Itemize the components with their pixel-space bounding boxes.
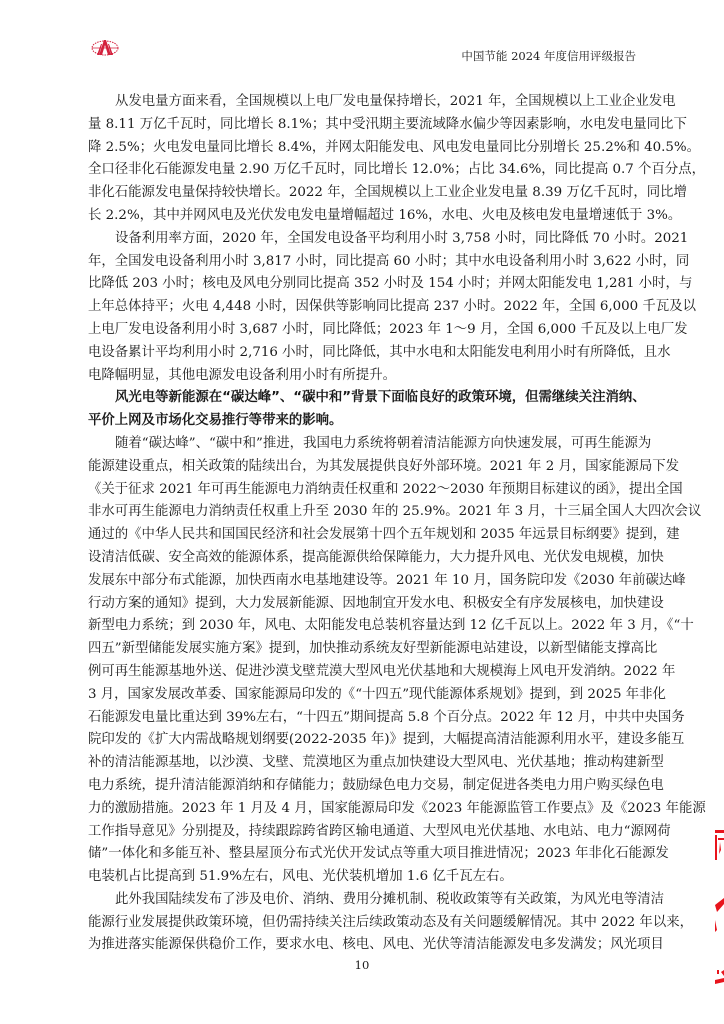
text-line: 力的激励措施。2023 年 1 月及 4 月，国家能源局印发《2023 年能源监管工作要点》及《2023 年能源 [88, 800, 706, 816]
seal-stamp-fragment [705, 820, 724, 990]
text-line: 电装机占比提高到 51.9%左右，风电、光伏装机增加 1.6 亿千瓦左右。 [88, 869, 513, 885]
text-line: 随着“碳达峰”、“碳中和”推进，我国电力系统将朝着清洁能源方向快速发展，可再生能源为 [115, 435, 652, 451]
text-line: 石能源发电量比重达到 39%左右，“十四五”期间提高 5.8 个百分点。2022 年 12 月，中共中央国务 [88, 709, 685, 725]
paragraph [88, 889, 693, 957]
text-line: 《关于征求 2021 年可再生能源电力消纳责任权重和 2022～2030 年预期目标建议的函》，提出全国 [88, 481, 683, 497]
text-line: 比降低 203 小时；核电及风电分别同比提高 352 小时及 154 小时；并网太阳能发电 1,281 小时，与 [88, 276, 693, 292]
text-line: 能源行业发展提供政策环境，但仍需持续关注后续政策动态及有关问题缓解情况。其中 2022 年以来， [88, 914, 693, 930]
section-heading [88, 387, 646, 433]
text-line: 平价上网及市场化交易推行等带来的影响。 [88, 413, 343, 429]
header-title: 中国节能 2024 年度信用评级报告 [461, 49, 636, 63]
company-logo [90, 37, 120, 57]
text-line: 新型电力系统；到 2030 年，风电、太阳能发电总装机容量达到 12 亿千瓦以上。2022 年 3 月，《“十 [88, 618, 694, 634]
text-line: 此外我国陆续发布了涉及电价、消纳、费用分摊机制、税收政策等有关政策，为风光电等清洁 [115, 891, 665, 907]
text-line: 电设备累计平均利用小时 2,716 小时，同比降低，其中水电和太阳能发电利用小时有所降低，且水 [88, 344, 671, 360]
text-line: 工作指导意见》分别提及，持续跟踪跨省跨区输电通道、大型风电光伏基地、水电站、电力“源网荷 [88, 823, 671, 839]
text-line: 行动方案的通知》提到，大力发展新能源、因地制宜开发水电、积极安全有序发展核电，加快建设 [88, 595, 664, 611]
text-line: 量 8.11 万亿千瓦时，同比增长 8.1%；其中受汛期主要流域降水偏少等因素影响，水电发电量同比下 [88, 116, 687, 132]
text-line: 电降幅明显，其他电源发电设备利用小时有所提升。 [88, 367, 396, 383]
text-line: 四五”新型储能发展实施方案》提到，加快推动系统友好型新能源电站建设，以新型储能支撑高比 [88, 641, 658, 657]
text-line: 补的清洁能源基地，以沙漠、戈壁、荒漠地区为重点加快建设大型风电、光伏基地；推动构建新型 [88, 755, 664, 771]
document-body [88, 91, 706, 957]
text-line: 非化石能源发电量保持较快增长。2022 年，全国规模以上工业企业发电量 8.39 万亿千瓦时，同比增 [88, 185, 687, 201]
text-line: 设清洁低碳、安全高效的能源体系，提高能源供给保障能力，大力提升风电、光伏发电规模，加快 [88, 549, 664, 565]
text-line: 3 月，国家发展改革委、国家能源局印发的《“十四五”现代能源体系规划》提到，到 2025 年非化 [88, 686, 666, 702]
paragraph [88, 433, 706, 889]
text-line: 能源建设重点，相关政策的陆续出台，为其发展提供良好外部环境。2021 年 2 月，国家能源局下发 [88, 458, 679, 474]
text-line: 院印发的《扩大内需战略规划纲要(2022-2035 年)》提到，大幅提高清洁能源利用水平，建设多能互 [88, 732, 685, 748]
paragraph [88, 228, 696, 388]
text-line: 长 2.2%，其中并网风电及光伏发电发电量增幅超过 16%，水电、火电及核电发电量增速低于 3%。 [88, 207, 682, 223]
page-number: 10 [354, 958, 370, 972]
text-line: 通过的《中华人民共和国国民经济和社会发展第十四个五年规划和 2035 年远景目标纲要》提到，建 [88, 527, 680, 543]
text-line: 风光电等新能源在“碳达峰”、“碳中和”背景下面临良好的政策环境，但需继续关注消纳、 [115, 390, 646, 406]
text-line: 降 2.5%；火电发电量同比增长 8.4%，并网太阳能发电、风电发电量同比分别增长 25.2%和 40.5%。 [88, 139, 701, 155]
text-line: 发展东中部分布式能源，加快西南水电基地建设等。2021 年 10 月，国务院印发《2030 年前碳达峰 [88, 572, 686, 588]
text-line: 为推进落实能源保供稳价工作，要求水电、核电、风电、光伏等清洁能源发电多发满发；风光项目 [88, 937, 664, 953]
text-line: 电力系统，提升清洁能源消纳和存储能力；鼓励绿色电力交易，制定促进各类电力用户购买绿色电 [88, 777, 664, 793]
text-line: 从发电量方面来看，全国规模以上电厂发电量保持增长，2021 年，全国规模以上工业企业发电 [115, 94, 676, 109]
text-line: 上年总体持平；火电 4,448 小时，因保供等影响同比提高 237 小时。2022 年，全国 6,000 千瓦及以 [88, 299, 696, 315]
text-line: 储”一体化和多能互补、整县屋顶分布式光伏开发试点等重大项目推进情况；2023 年非化石能源发 [88, 846, 669, 862]
paragraph [88, 91, 706, 228]
text-line: 设备利用率方面，2020 年，全国发电设备平均利用小时 3,758 小时，同比降低 70 小时。2021 [115, 230, 689, 246]
text-line: 例可再生能源基地外送、促进沙漠戈壁荒漠大型风电光伏基地和大规模海上风电开发消纳。2022 年 [88, 663, 676, 679]
text-line: 上电厂发电设备利用小时 3,687 小时，同比降低；2023 年 1～9 月，全国 6,000 千瓦及以上电厂发 [88, 321, 688, 337]
text-line: 非水可再生能源电力消纳责任权重上升至 2030 年的 25.9%。2021 年 3 月，十三届全国人大四次会议 [88, 504, 702, 520]
text-line: 全口径非化石能源发电量 2.90 万亿千瓦时，同比增长 12.0%；占比 34.6%，同比提高 0.7 个百分点， [88, 162, 706, 178]
text-line: 年，全国发电设备利用小时 3,817 小时，同比提高 60 小时；其中水电设备利用小时 3,622 小时，同 [88, 253, 690, 269]
